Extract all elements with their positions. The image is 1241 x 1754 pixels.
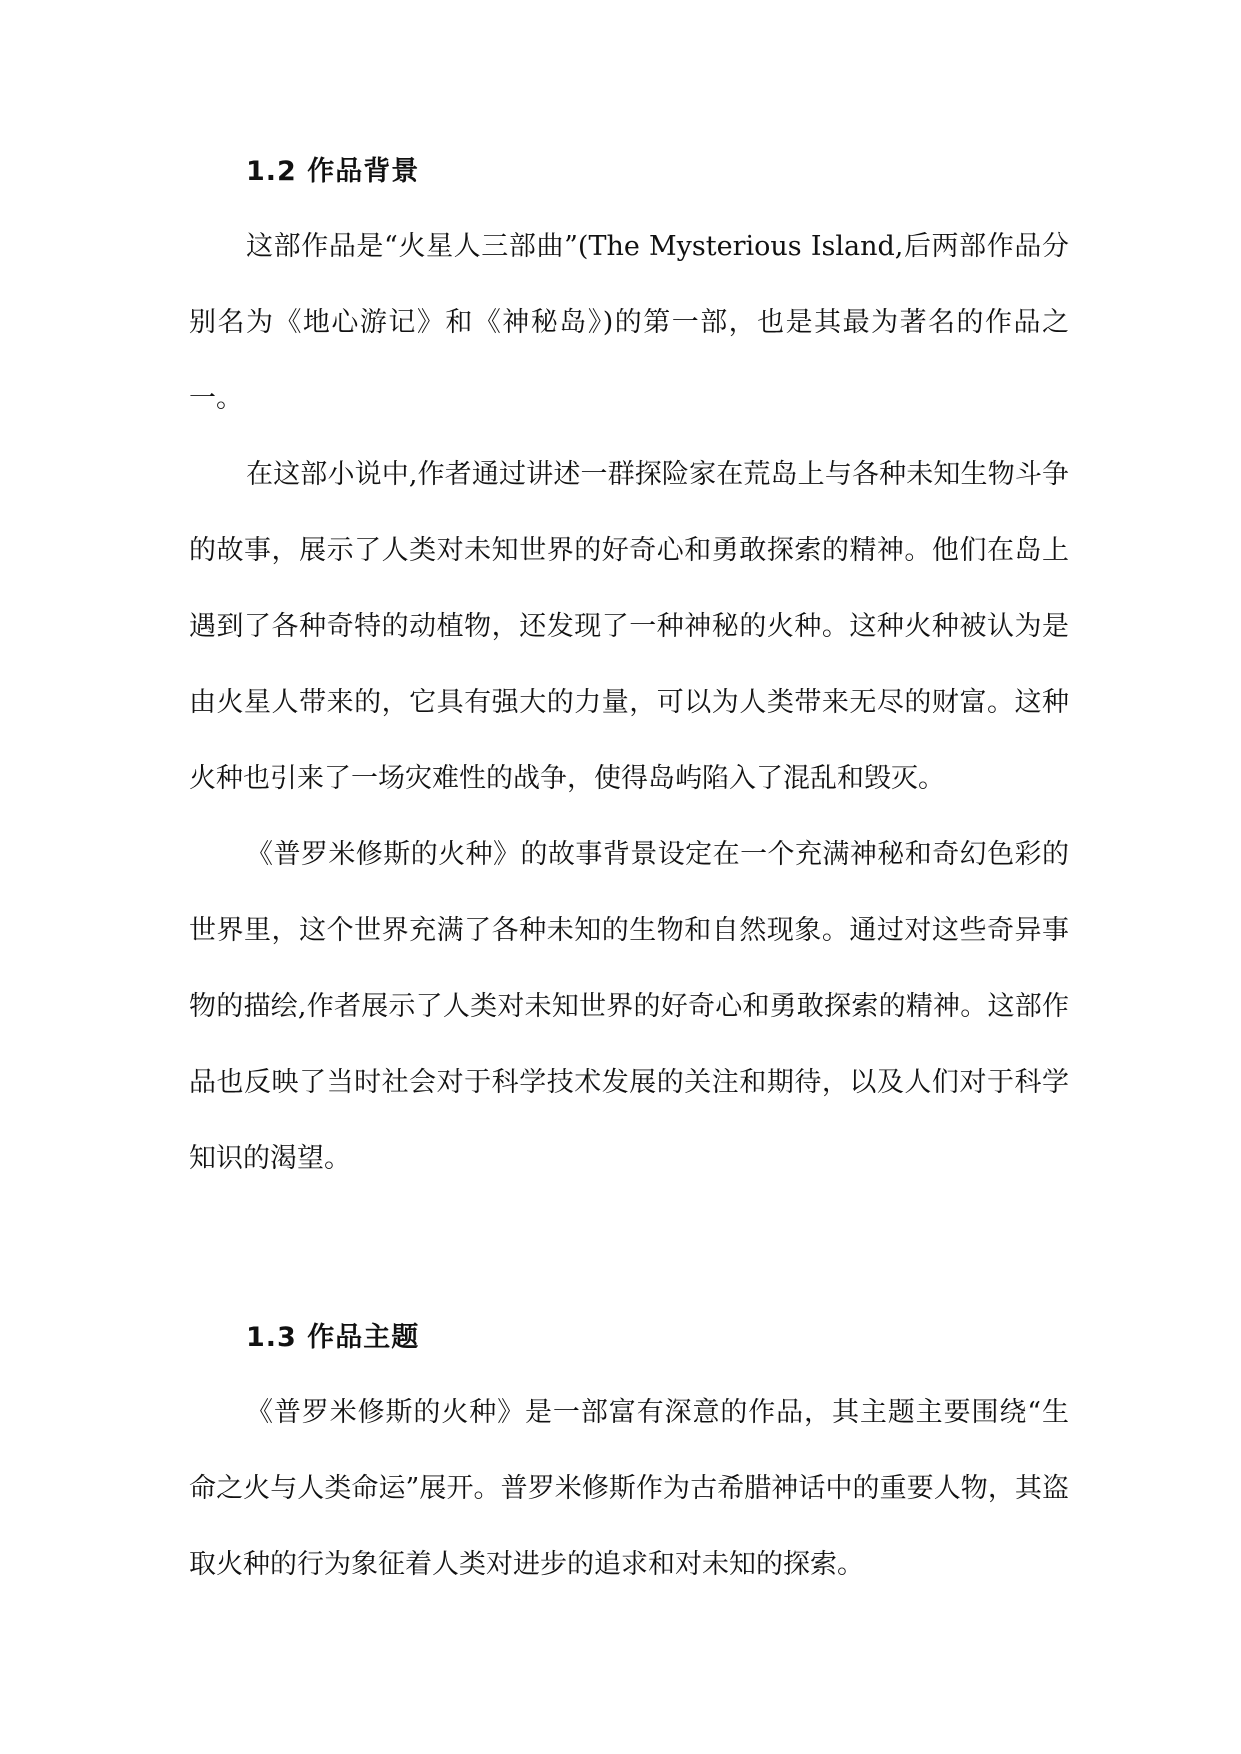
- section-heading-1-3: 1.3 作品主题: [246, 1322, 420, 1353]
- paragraph-2: 在这部小说中,作者通过讲述一群探险家在荒岛上与各种未知生物斗争的故事，展示了人类对未知世界的好奇心和勇敢探索的精神。他们在岛上遇到了各种奇特的动植物，还发现了一种神秘的火种。这种火种被认为是由火星人带来的，它具有强大的力量，可以为人类带来无尽的财富。这种火种也引来了一场灾难性的战争，使得岛屿陷入了混乱和毁灭。: [189, 459, 1069, 794]
- section-body-1-3: [189, 1375, 1069, 1603]
- section-body-1-2: [189, 209, 1069, 1197]
- paragraph-3: 《普罗米修斯的火种》的故事背景设定在一个充满神秘和奇幻色彩的世界里，这个世界充满了各种未知的生物和自然现象。通过对这些奇异事物的描绘,作者展示了人类对未知世界的好奇心和勇敢探索的精神。这部作品也反映了当时社会对于科学技术发展的关注和期待，以及人们对于科学知识的渴望。: [189, 839, 1069, 1174]
- paragraph-1: 这部作品是“火星人三部曲”(The Mysterious Island,后两部作品分别名为《地心游记》和《神秘岛》)的第一部，也是其最为著名的作品之一。: [189, 231, 1069, 414]
- section-heading-1-2: 1.2 作品背景: [246, 156, 420, 187]
- paragraph-4: 《普罗米修斯的火种》是一部富有深意的作品，其主题主要围绕“生命之火与人类命运”展开。普罗米修斯作为古希腊神话中的重要人物，其盗取火种的行为象征着人类对进步的追求和对未知的探索。: [189, 1397, 1069, 1580]
